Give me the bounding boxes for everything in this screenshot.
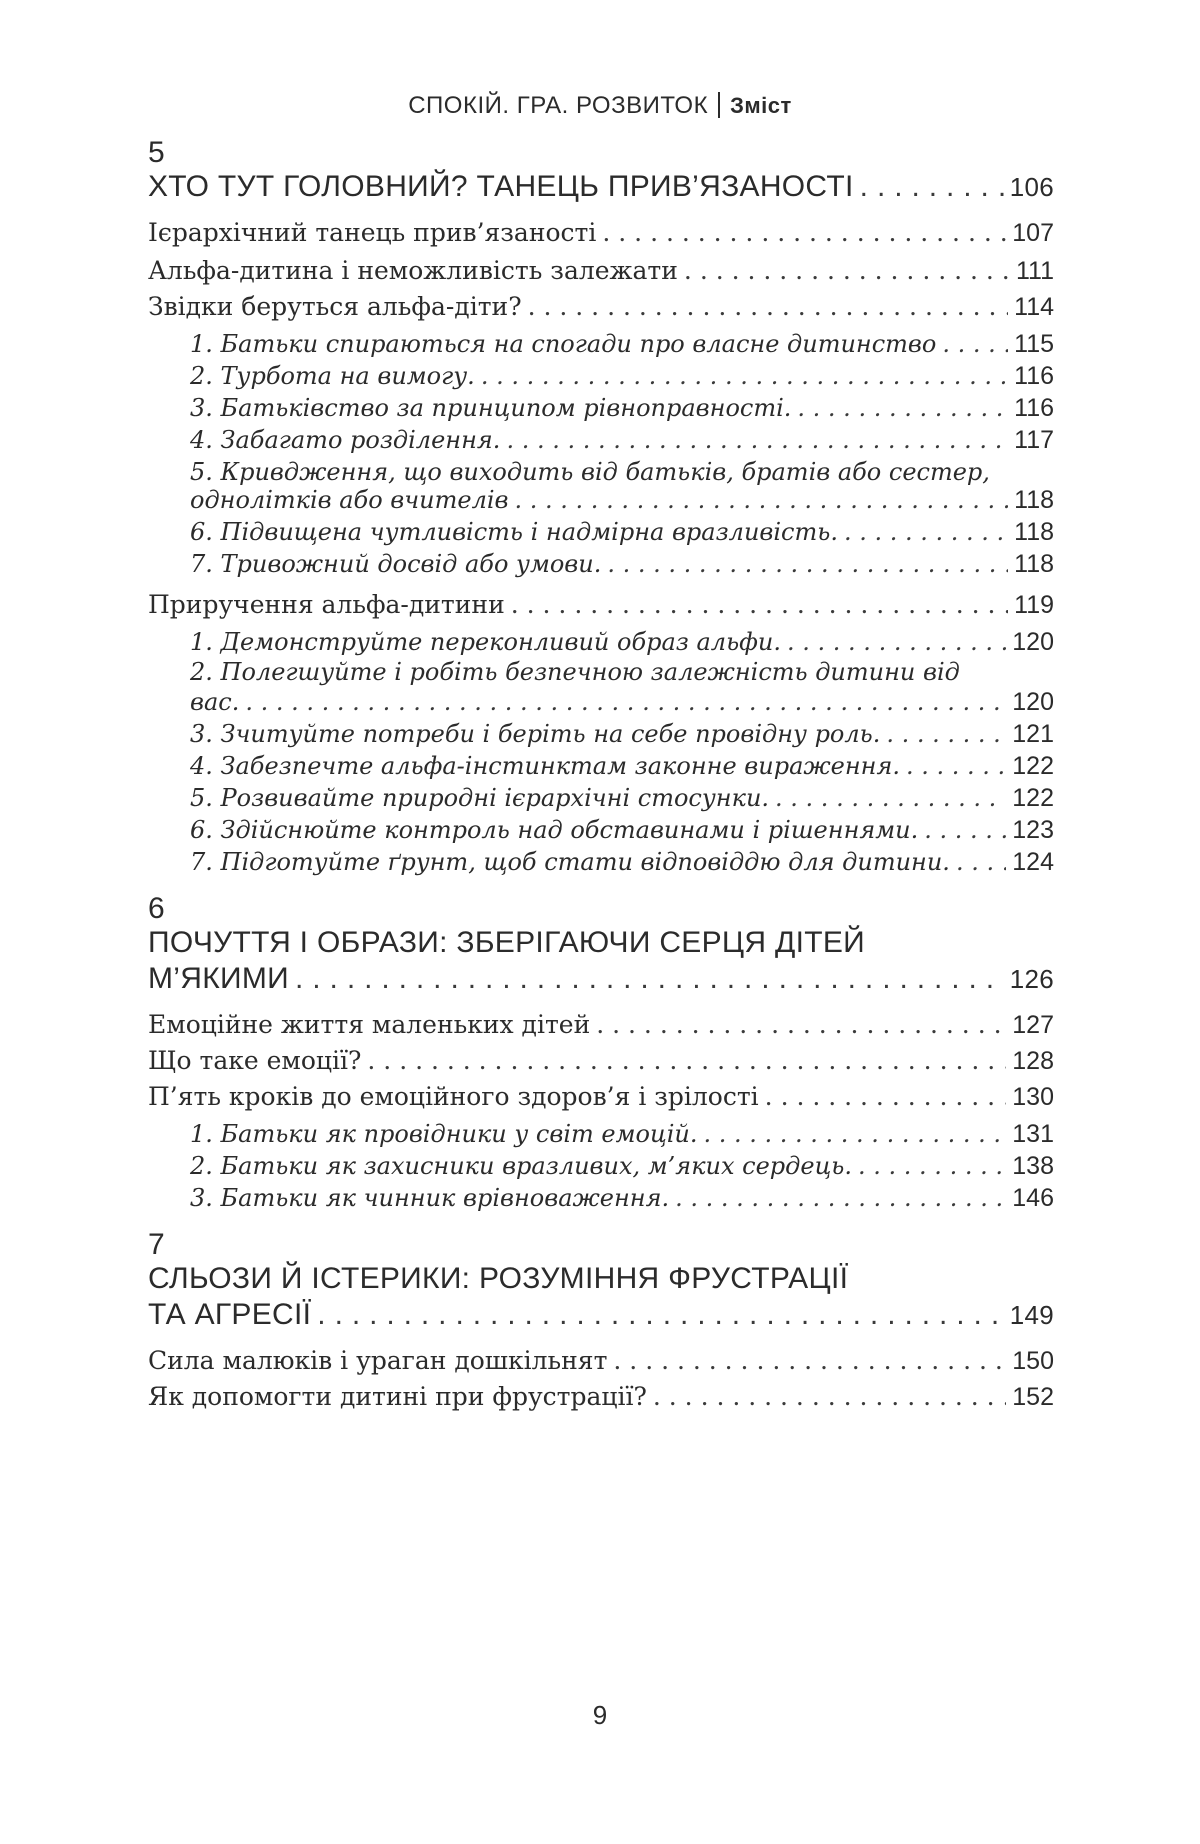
leader-dots: [703, 1120, 1006, 1148]
page-number: 106: [1009, 172, 1054, 202]
leader-dots: [860, 170, 1004, 204]
entry-title: 2. Турбота на вимогу.: [190, 362, 475, 390]
toc-subentry: [190, 330, 1054, 359]
toc-subentry: [190, 688, 1054, 717]
page-number: 149: [1009, 1300, 1054, 1330]
toc-subentry: [190, 784, 1054, 813]
toc-subentry: [190, 628, 1054, 657]
chapter-number: 6: [148, 892, 165, 925]
leader-dots: [515, 486, 1009, 514]
chapter-title-line: ПОЧУТТЯ І ОБРАЗИ: ЗБЕРІГАЮЧИ СЕРЦЯ ДІТЕЙ: [148, 926, 866, 959]
page-number: 138: [1012, 1152, 1054, 1180]
entry-title: 7. Підготуйте ґрунт, щоб стати відповіддю для дитини.: [190, 848, 950, 876]
page-number: 114: [1014, 293, 1054, 321]
page-number: 126: [1009, 964, 1054, 994]
toc-entry: [148, 1082, 1054, 1112]
running-head: [0, 92, 1200, 120]
page-number: 120: [1012, 688, 1054, 716]
toc-subentry-line: 5. Кривдження, що виходить від батьків, братів або сестер,: [190, 458, 990, 486]
leader-dots: [245, 688, 1006, 716]
chapter-title-line: СЛЬОЗИ Й ІСТЕРИКИ: РОЗУМІННЯ ФРУСТРАЦІЇ: [148, 1262, 849, 1295]
leader-dots: [675, 1184, 1006, 1212]
toc-entry: [148, 292, 1054, 322]
toc-subentry: [190, 816, 1054, 845]
page-number: 122: [1012, 752, 1054, 780]
page-folio: 9: [592, 1700, 608, 1730]
entry-title: Приручення альфа-дитини: [148, 590, 505, 619]
leader-dots: [481, 362, 1008, 390]
entry-title: 1. Батьки спираються на спогади про власне дитинство: [190, 330, 937, 358]
entry-title: 4. Забезпечте альфа-інстинктам законне вираження.: [190, 752, 900, 780]
page-number: 131: [1012, 1120, 1054, 1148]
leader-dots: [295, 962, 1004, 996]
leader-dots: [602, 218, 1006, 247]
entry-title: Альфа-дитина і неможливість залежати: [148, 256, 678, 285]
toc-entry: [148, 256, 1054, 286]
page-number: 118: [1014, 518, 1054, 546]
leader-dots: [797, 394, 1008, 422]
leader-dots: [607, 550, 1008, 578]
entry-title: Ієрархічний танець прив’язаності: [148, 218, 597, 247]
book-title: СПОКІЙ. ГРА. РОЗВИТОК: [408, 92, 709, 119]
page-number: 119: [1014, 591, 1054, 619]
divider: [718, 92, 720, 118]
page-number: 122: [1012, 784, 1054, 812]
entry-title: 3. Батьківство за принципом рівноправності.: [190, 394, 792, 422]
section-name: Зміст: [730, 93, 792, 118]
toc-subentry: [190, 848, 1054, 877]
page-number: 130: [1012, 1083, 1054, 1111]
toc-subentry: [190, 426, 1054, 455]
leader-dots: [506, 426, 1008, 454]
entry-title: 1. Демонструйте переконливий образ альфи.: [190, 628, 782, 656]
chapter-title-row: [148, 962, 1054, 996]
toc-subentry: [190, 518, 1054, 547]
leader-dots: [906, 752, 1006, 780]
entry-title: Що таке емоції?: [148, 1046, 362, 1075]
page-number: 117: [1014, 426, 1054, 454]
page-number: 121: [1012, 720, 1054, 748]
leader-dots: [653, 1382, 1006, 1411]
leader-dots: [942, 330, 1008, 358]
toc-subentry: [190, 1120, 1054, 1149]
leader-dots: [596, 1010, 1006, 1039]
page-number: 107: [1012, 219, 1054, 247]
toc-entry: [148, 590, 1054, 620]
entry-title: вас.: [190, 688, 240, 716]
toc-entry: [148, 1046, 1054, 1076]
page-number: 116: [1014, 362, 1054, 390]
leader-dots: [775, 784, 1006, 812]
page-number: 128: [1012, 1047, 1054, 1075]
toc-entry: [148, 1346, 1054, 1376]
toc-subentry: [190, 362, 1054, 391]
toc-subentry: [190, 486, 1054, 515]
page-number: 120: [1012, 628, 1054, 656]
page-number: 152: [1012, 1383, 1054, 1411]
entry-title: 1. Батьки як провідники у світ емоцій.: [190, 1120, 698, 1148]
entry-title: Сила малюків і ураган дошкільнят: [148, 1346, 608, 1375]
chapter-title: ТА АГРЕСІЇ: [148, 1298, 312, 1331]
leader-dots: [684, 256, 1010, 285]
chapter-title: ХТО ТУТ ГОЛОВНИЙ? ТАНЕЦЬ ПРИВ’ЯЗАНОСТІ: [148, 170, 854, 203]
chapter-title-row: [148, 170, 1054, 204]
leader-dots: [924, 816, 1006, 844]
leader-dots: [765, 1082, 1007, 1111]
page-number: 118: [1014, 550, 1054, 578]
toc-subentry: [190, 720, 1054, 749]
toc-entry: [148, 1010, 1054, 1040]
chapter-number: 7: [148, 1228, 165, 1261]
entry-title: Як допомогти дитині при фрустрації?: [148, 1382, 647, 1411]
leader-dots: [367, 1046, 1006, 1075]
leader-dots: [956, 848, 1006, 876]
page-number: 116: [1014, 394, 1054, 422]
entry-title: 2. Батьки як захисники вразливих, м’яких сердець.: [190, 1152, 853, 1180]
toc-subentry: [190, 550, 1054, 579]
page-number: 150: [1012, 1347, 1054, 1375]
leader-dots: [528, 292, 1009, 321]
toc-entry: [148, 218, 1054, 248]
toc-entry: [148, 1382, 1054, 1412]
entry-title: Емоційне життя маленьких дітей: [148, 1010, 591, 1039]
entry-title: 4. Забагато розділення.: [190, 426, 501, 454]
page-number: 115: [1014, 330, 1054, 358]
leader-dots: [613, 1346, 1006, 1375]
chapter-number: 5: [148, 136, 165, 169]
leader-dots: [511, 590, 1008, 619]
toc-subentry: [190, 1152, 1054, 1181]
leader-dots: [844, 518, 1008, 546]
entry-title: Звідки беруться альфа-діти?: [148, 292, 522, 321]
toc-subentry: [190, 1184, 1054, 1213]
page-number: 146: [1012, 1184, 1054, 1212]
page-number: 118: [1014, 486, 1054, 514]
entry-title: 6. Здійснюйте контроль над обставинами і рішеннями.: [190, 816, 919, 844]
entry-title: 3. Зчитуйте потреби і беріть на себе провідну роль.: [190, 720, 881, 748]
page-number: 123: [1012, 816, 1054, 844]
toc-subentry: [190, 752, 1054, 781]
entry-title: однолітків або вчителів: [190, 486, 509, 514]
page-number: 111: [1015, 257, 1054, 285]
leader-dots: [858, 1152, 1006, 1180]
entry-title: 3. Батьки як чинник врівноваження.: [190, 1184, 670, 1212]
leader-dots: [886, 720, 1006, 748]
entry-title: П’ять кроків до емоційного здоров’я і зрілості: [148, 1082, 759, 1111]
page-number: 124: [1012, 848, 1054, 876]
entry-title: 5. Розвивайте природні ієрархічні стосунки.: [190, 784, 770, 812]
toc-subentry: [190, 394, 1054, 423]
entry-title: 6. Підвищена чутливість і надмірна вразливість.: [190, 518, 838, 546]
leader-dots: [787, 628, 1006, 656]
leader-dots: [317, 1298, 1003, 1332]
page-number: 127: [1012, 1011, 1054, 1039]
chapter-title-row: [148, 1298, 1054, 1332]
entry-title: 7. Тривожний досвід або умови.: [190, 550, 602, 578]
toc-subentry-line: 2. Полегшуйте і робіть безпечною залежність дитини від: [190, 658, 960, 686]
chapter-title: М’ЯКИМИ: [148, 962, 290, 995]
